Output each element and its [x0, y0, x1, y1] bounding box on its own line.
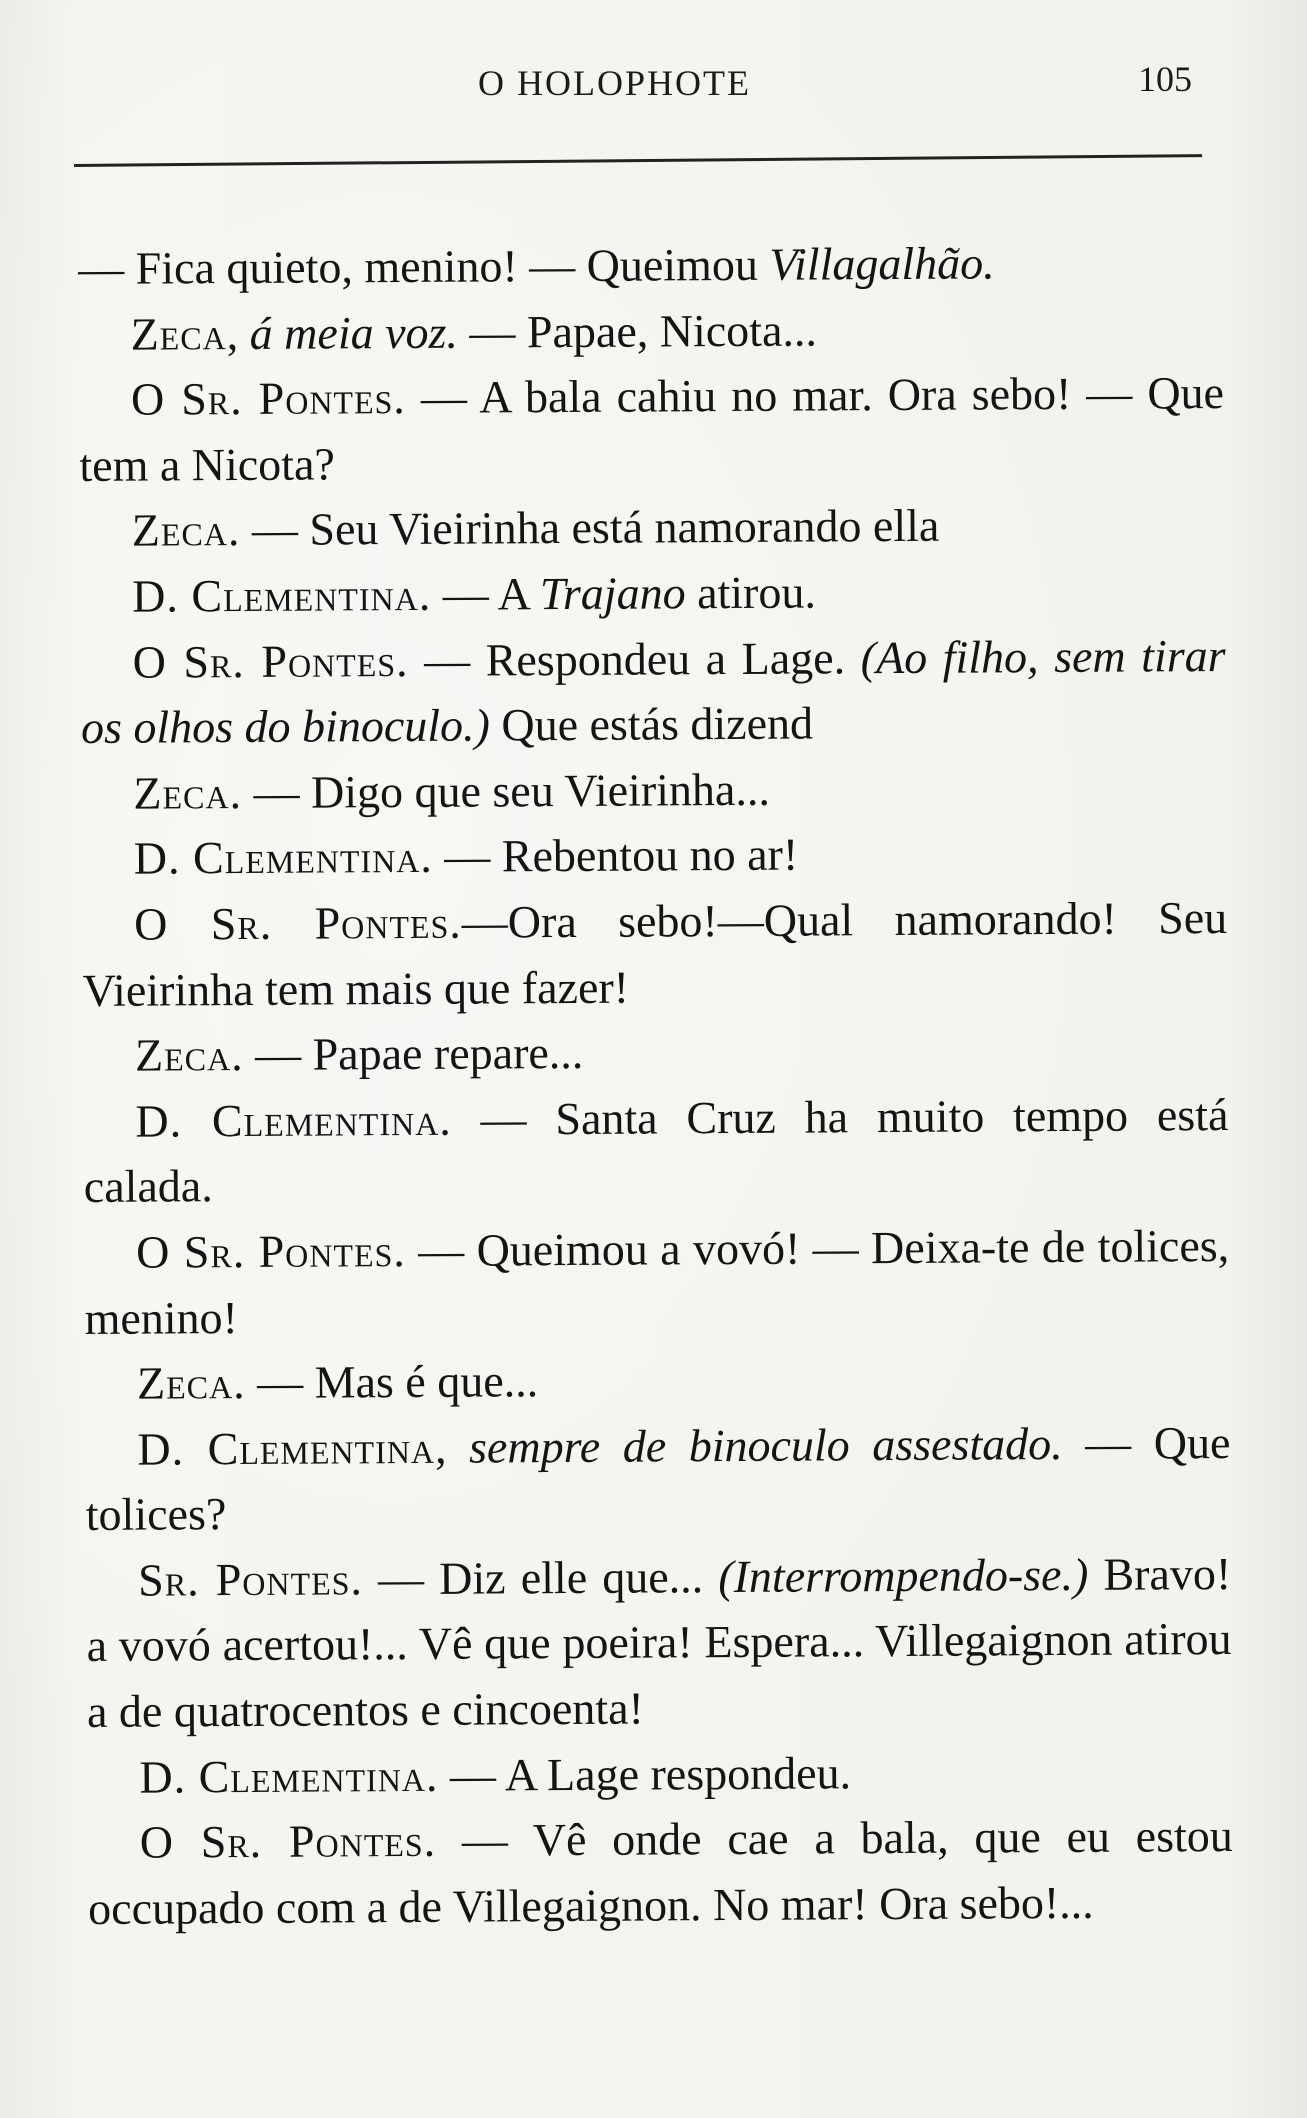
dialogue-line [85, 1344, 1230, 1417]
line-text: A [497, 568, 541, 620]
dialogue-line [87, 1738, 1232, 1811]
dash: — [243, 1028, 313, 1081]
speaker-name: D. Clementina. [133, 831, 433, 885]
ship-name: Trajano [539, 567, 686, 620]
dialogue-line [82, 885, 1228, 1023]
header-rule [74, 154, 1202, 167]
line-text: Mas é que... [314, 1355, 539, 1408]
speaker-name: O Sr. Pontes. [132, 634, 409, 688]
dash: — [431, 568, 498, 620]
dialogue-line [81, 754, 1226, 827]
line-text: Rebentou no ar! [501, 828, 799, 882]
line-text: Digo que seu Vieirinha... [310, 763, 771, 818]
dash: , [434, 1421, 470, 1473]
speaker-name: Zeca. [133, 766, 243, 819]
dialogue-line [82, 819, 1227, 892]
speaker-name: D. Clementina. [139, 1749, 439, 1803]
line-text: Papae repare... [312, 1027, 584, 1080]
dialogue-line [80, 491, 1225, 564]
speaker-name: Zeca [130, 307, 227, 360]
speaker-name: Zeca. [134, 1029, 244, 1081]
line-text: A bala cahiu no mar. Ora sebo! — Que tem a Nicota? [79, 367, 1225, 491]
dash: — [240, 503, 310, 556]
dash: — [408, 634, 486, 686]
line-text: Respondeu a Lage. [485, 631, 861, 686]
speaker-name: Sr. Pontes. [138, 1553, 364, 1606]
dialogue-line [80, 557, 1225, 630]
stage-direction: Villagalhão. [769, 237, 995, 290]
dash: — [405, 1224, 477, 1276]
dialogue-line [79, 360, 1225, 498]
line-text: Queimou a vovó! — Deixa-te de tolices, menino! [84, 1219, 1230, 1344]
line-text: Seu Vieirinha está namorando ella [309, 500, 940, 555]
dash: — [435, 1814, 533, 1867]
speaker-name: O Sr. Pontes. [130, 372, 407, 425]
line-text-after: Bravo! a vovó acertou!... Vê que poeira! Espera... Villegaignon atirou a de quatrocentos e cincoenta! [86, 1547, 1232, 1738]
line-text: A Lage respondeu. [504, 1746, 852, 1801]
dialogue-line [86, 1541, 1232, 1745]
stage-direction: sempre de binoculo assestado. [468, 1417, 1063, 1473]
dash: — [241, 766, 312, 818]
dialogue-line [83, 1082, 1229, 1220]
line-text: Diz elle que... [439, 1550, 719, 1604]
stage-direction: (Interrompendo-se.) [718, 1548, 1089, 1602]
running-title: O HOLOPHOTE [478, 63, 751, 103]
dialogue-line [85, 1410, 1231, 1548]
speaker-name: O Sr. Pontes. [134, 896, 462, 950]
dash: — [451, 1092, 556, 1145]
dash: — [438, 1749, 506, 1801]
speaker-name: D. Clementina [137, 1421, 436, 1475]
line-text: — Papae, Nicota... [457, 304, 818, 358]
dialogue-line [88, 1803, 1234, 1941]
dialogue-line [83, 1016, 1228, 1089]
dash: — [362, 1552, 440, 1605]
dash: — [405, 371, 480, 424]
dialogue-line [78, 229, 1223, 302]
dash: — [432, 830, 502, 883]
dash: , [226, 307, 250, 359]
dash: — [78, 242, 136, 294]
speaker-name: O Sr. Pontes. [136, 1224, 406, 1278]
page-number: 105 [1138, 59, 1192, 99]
speaker-name: O Sr. Pontes. [139, 1815, 437, 1868]
stage-direction: á meia voz. [249, 306, 459, 359]
line-text: Fica quieto, menino! — Queimou [135, 238, 770, 294]
speaker-name: D. Clementina. [135, 1093, 452, 1147]
speaker-name: D. Clementina. [132, 568, 432, 622]
line-text: Ora sebo!—Qual namorando! Seu Vieirinha tem mais que fazer! [82, 891, 1228, 1016]
speaker-name: Zeca. [131, 504, 241, 557]
dialogue-body [78, 229, 1233, 1941]
dash: — [461, 896, 508, 948]
line-text: — Que tolices? [85, 1416, 1231, 1541]
page-header [0, 58, 1307, 110]
speaker-name: Zeca. [136, 1357, 246, 1409]
line-text-after: atirou. [685, 566, 817, 619]
dialogue-line [80, 623, 1226, 761]
line-text: Santa Cruz ha muito tempo está calada. [83, 1088, 1229, 1213]
dash: — [245, 1356, 315, 1409]
line-text-after: Que estás dizend [489, 697, 814, 751]
stage-direction: (Ao filho, sem tirar os olhos do binoculo.) [80, 629, 1226, 754]
dialogue-line [78, 295, 1223, 368]
dialogue-line [84, 1213, 1230, 1351]
line-text: Vê onde cae a bala, que eu estou occupado com a de Villegaignon. No mar! Ora sebo!... [88, 1810, 1233, 1934]
